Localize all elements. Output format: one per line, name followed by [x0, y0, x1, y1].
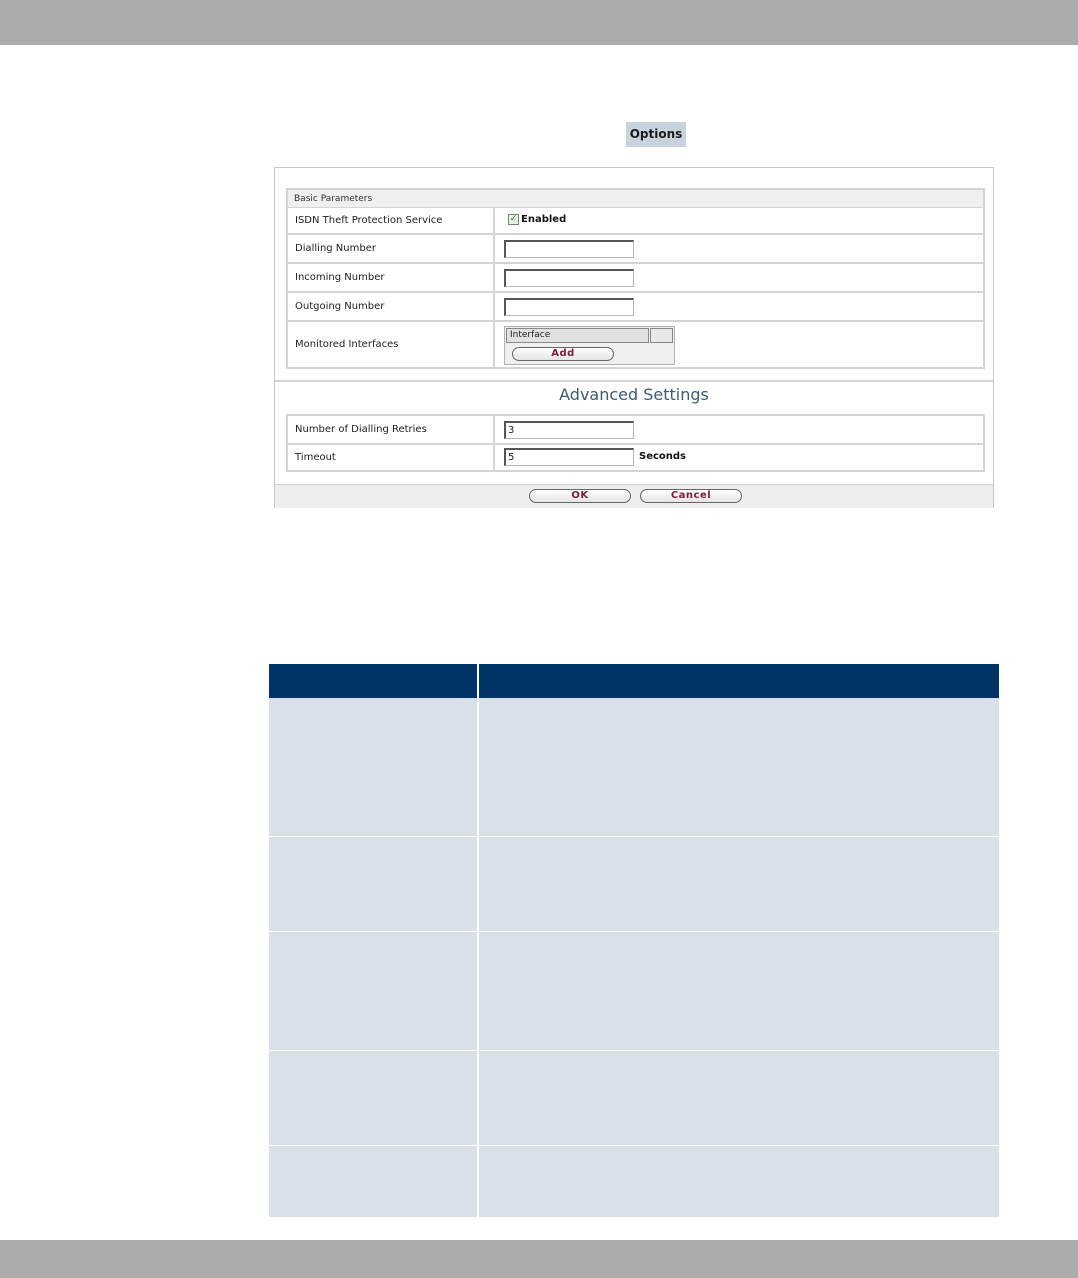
- bottom-footer-bar: [0, 1240, 1078, 1278]
- table-row: [269, 1146, 999, 1217]
- top-header-bar: [0, 0, 1078, 45]
- interface-column-header: Interface: [506, 328, 649, 343]
- timeout-input[interactable]: 5: [504, 448, 634, 466]
- configuration-form: [274, 167, 994, 508]
- column-header-cell: [650, 328, 673, 343]
- field-label: Incoming Number: [288, 264, 495, 291]
- row-theft-protection: [288, 208, 983, 235]
- timeout-unit-label: Seconds: [639, 451, 687, 462]
- row-monitored-interfaces: [288, 322, 983, 367]
- header-column-divider: [477, 664, 479, 698]
- table-row: [269, 837, 999, 931]
- outgoing-number-input[interactable]: [504, 298, 634, 316]
- dialling-number-input[interactable]: [504, 240, 634, 258]
- field-label: Dialling Number: [288, 235, 495, 262]
- section-title: Basic Parameters: [288, 190, 983, 208]
- advanced-settings-section: [286, 414, 985, 472]
- checkbox-label: Enabled: [521, 214, 567, 225]
- table-row: [269, 932, 999, 1050]
- row-outgoing-number: [288, 293, 983, 322]
- field-label: Outgoing Number: [288, 293, 495, 320]
- row-incoming-number: [288, 264, 983, 293]
- row-dialling-number: [288, 235, 983, 264]
- add-interface-button[interactable]: Add: [512, 347, 614, 361]
- advanced-settings-title: Advanced Settings: [275, 380, 993, 405]
- ok-button[interactable]: OK: [529, 489, 631, 503]
- tab-options[interactable]: Options: [626, 122, 686, 147]
- dialling-retries-input[interactable]: 3: [504, 421, 634, 439]
- field-label: Number of Dialling Retries: [288, 416, 495, 443]
- description-table-header: [269, 664, 999, 698]
- basic-parameters-section: [286, 188, 985, 369]
- field-label: Timeout: [288, 445, 495, 470]
- cancel-button[interactable]: Cancel: [640, 489, 742, 503]
- interfaces-list: [504, 326, 675, 365]
- incoming-number-input[interactable]: [504, 269, 634, 287]
- table-row: [269, 1051, 999, 1145]
- row-dialling-retries: [288, 416, 983, 445]
- field-label: Monitored Interfaces: [288, 322, 495, 367]
- table-row: [269, 698, 999, 836]
- field-label: ISDN Theft Protection Service: [288, 208, 495, 233]
- enabled-checkbox[interactable]: ✓: [509, 214, 518, 224]
- form-footer: [275, 484, 993, 508]
- row-timeout: [288, 445, 983, 470]
